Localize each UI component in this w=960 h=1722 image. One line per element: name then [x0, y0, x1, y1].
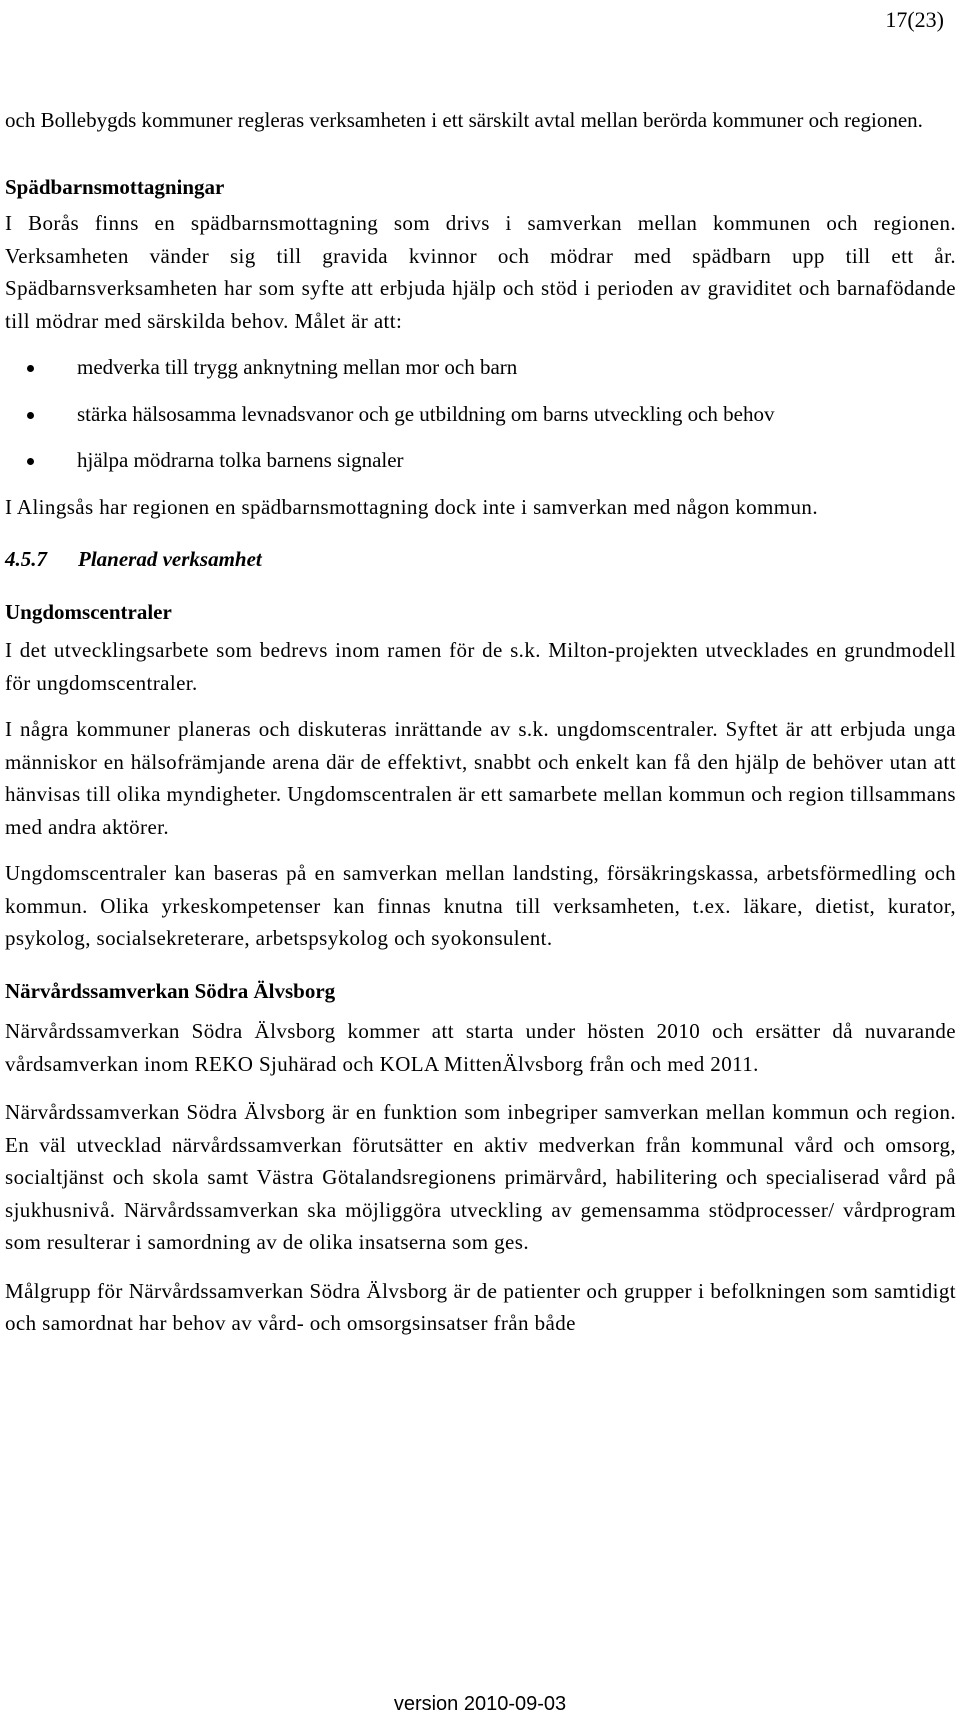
heading-narvardssamverkan: Närvårdssamverkan Södra Älvsborg [5, 978, 336, 1003]
section-heading-planerad [5, 543, 956, 576]
heading-ungdomscentraler: Ungdomscentraler [5, 599, 172, 624]
narvard-paragraph-3: Målgrupp för Närvårdssamverkan Södra Älvsborg är de patienter och grupper i befolkningen som samtidigt och samordnat har behov av vård- och omsorgsinsatser från både [5, 1278, 956, 1335]
narvard-paragraph-2: Närvårdssamverkan Södra Älvsborg är en funktion som inbegriper samverkan mellan kommun och region. En väl utvecklad närvårdssamverkan förutsätter en aktiv medverkan från kommunal vård och omsorg, socialtjänst och skola samt Västra Götalandsregionens primärvård, habilitering och specialiserad vård på sjukhusnivå. Närvårdssamverkan ska möjliggöra utveckling av gemensamma stödprocesser/ vårdprogram som resulterar i samordning av de olika insatserna som ges. [5, 1100, 956, 1254]
page-number: 17(23) [885, 7, 944, 32]
document-body [5, 104, 956, 1340]
goal-list [5, 351, 956, 477]
footer-version: version 2010-09-03 [393, 1693, 567, 1715]
bullet-icon [27, 412, 34, 419]
intro-paragraph: och Bollebygds kommuner regleras verksamheten i ett särskilt avtal mellan berörda kommuner och regionen. [5, 108, 923, 132]
section-title: Planerad verksamhet [78, 547, 262, 571]
list-item: stärka hälsosamma levnadsvanor och ge utbildning om barns utveckling och behov [5, 398, 956, 431]
list-item: medverka till trygg anknytning mellan mor och barn [5, 351, 956, 384]
ungdom-paragraph-3: Ungdomscentraler kan baseras på en samverkan mellan landsting, försäkringskassa, arbetsförmedling och kommun. Olika yrkeskompetenser kan finnas knutna till verksamheten, t.ex. läkare, dietist, kurator, psykolog, socialsekreterare, arbetspsykolog och syokonsulent. [5, 861, 956, 950]
narvard-paragraph-1: Närvårdssamverkan Södra Älvsborg kommer att starta under hösten 2010 och ersätter då nuvarande vårdsamverkan inom REKO Sjuhärad och KOLA MittenÄlvsborg från och med 2011. [5, 1019, 956, 1076]
ungdom-paragraph-1: I det utvecklingsarbete som bedrevs inom ramen för de s.k. Milton-projekten utvecklades en grundmodell för ungdomscentraler. [5, 638, 956, 695]
heading-spadbarnsmottagningar: Spädbarnsmottagningar [5, 174, 225, 199]
section-number: 4.5.7 [5, 547, 47, 571]
list-item: hjälpa mödrarna tolka barnens signaler [5, 444, 956, 477]
spadbarn-paragraph-1: I Borås finns en spädbarnsmottagning som drivs i samverkan mellan kommunen och regionen. Verksamheten vänder sig till gravida kvinnor och mödrar med spädbarn upp till ett år. Spädbarnsverksamheten har som syfte att erbjuda hjälp och stöd i perioden av graviditet och barnafödande till mödrar med särskilda behov. Målet är att: [5, 211, 956, 333]
bullet-icon [27, 458, 34, 465]
bullet-icon [27, 365, 34, 372]
ungdom-paragraph-2: I några kommuner planeras och diskuteras inrättande av s.k. ungdomscentraler. Syftet är att erbjuda unga människor en hälsofrämjande arena där de effektivt, snabbt och enkelt kan få den hjälp de behöver utan att hänvisas till olika myndigheter. Ungdomscentralen är ett samarbete mellan kommun och region tillsammans med andra aktörer. [5, 717, 956, 839]
spadbarn-paragraph-2: I Alingsås har regionen en spädbarnsmottagning dock inte i samverkan med någon kommun. [5, 494, 818, 519]
